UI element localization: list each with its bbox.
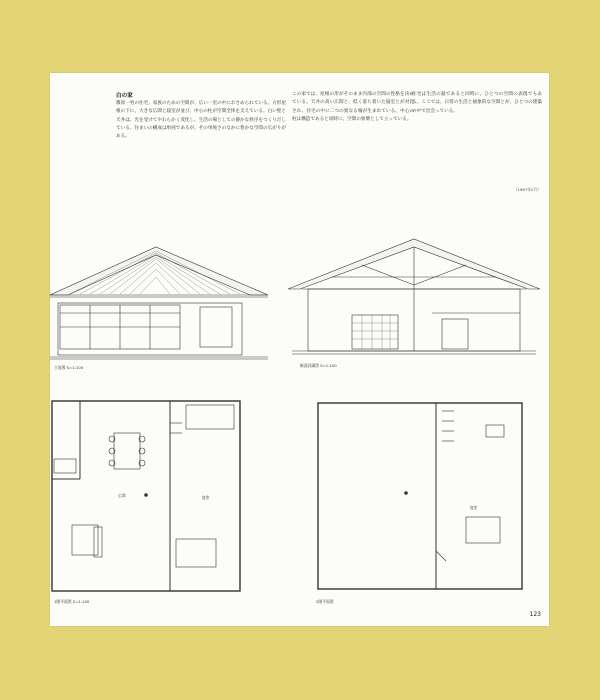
hall-label: 広間 <box>118 493 126 498</box>
page-number: 123 <box>529 611 541 618</box>
text-column-1: 篠原一男の住宅。家族のための空間が、広い一室の中におさめられている。方形屋根の下に、大きな広間と寝室が並び、中心の柱が空間全体を支えている。白い壁と天井は、光を受けてやわらかく変化し、生活の場としての静かな秩序をつくりだしている。住まいの構成は単純であるが、その単純さのなかに豊かな空間の広がりがある。 <box>116 101 286 140</box>
text-column-2: この家では、屋根の形がそのまま内部の空間の性格を決めている。天井の高い広間と、低く落ち着いた寝室とが対比され、住宅の中に二つの異なる場が生まれている。中心の柱は構造であると同時に、空間の象徴として立っている。 <box>292 92 414 122</box>
article-heading: 白の家 <box>116 93 133 99</box>
bedroom-2-label: 寝室 <box>470 505 478 510</box>
date-note: （1967年2月） <box>513 187 541 192</box>
plan-1-caption: 1階平面図 S=1:100 <box>54 599 90 604</box>
book-page <box>50 73 549 626</box>
elevation-caption: 立面図 S=1:100 <box>54 365 84 370</box>
elevation-drawing <box>50 241 280 371</box>
bedroom-label: 寝室 <box>202 495 210 500</box>
floor-plan-1 <box>50 399 250 597</box>
section-drawing <box>282 231 544 361</box>
plan-2-caption: 2階平面図 <box>316 599 334 604</box>
floor-plan-2 <box>316 401 526 595</box>
text-column-3: 住宅は生活の器であると同時に、ひとつの空間の表現でもある。ここでは、日常の生活と抽象的な空間とが、ひとつの建築の中で出会っている。 <box>412 92 542 114</box>
section-caption: 断面詳細図 S=1:100 <box>300 363 337 368</box>
